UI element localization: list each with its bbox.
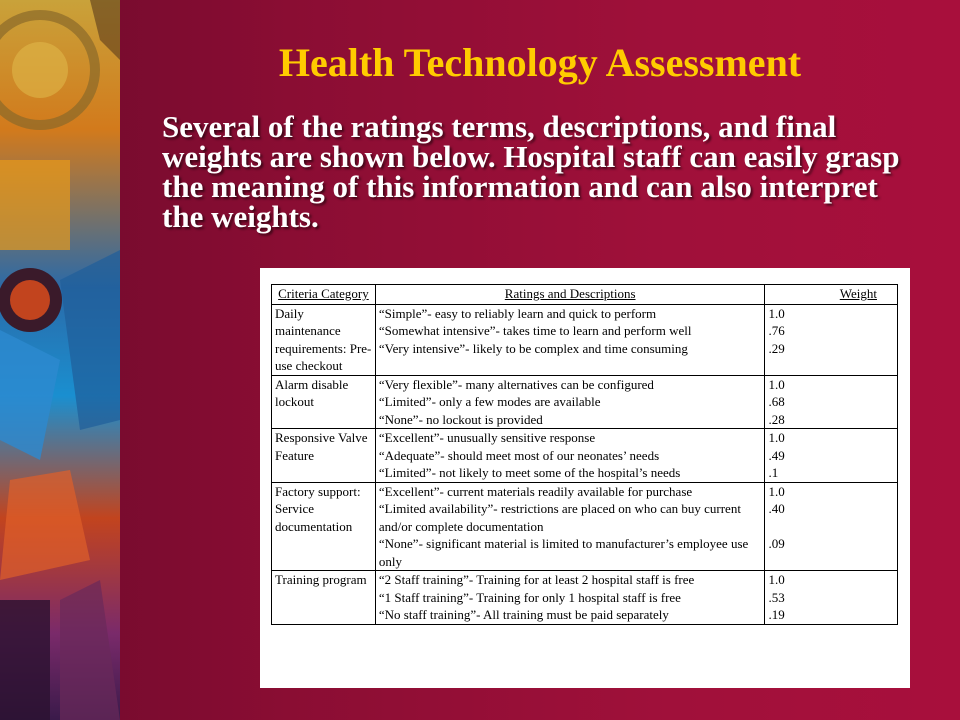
ratings-cell [375,429,765,483]
weight-cell [765,429,898,483]
rating-line: “No staff training”- All training must be paid separately [378,607,669,622]
intro-paragraph: Several of the ratings terms, descriptions, and final weights are shown below. Hospital staff can easily grasp the meaning of this information and can also interpret the weights. [162,109,900,234]
rating-line: “Excellent”- current materials readily available for purchase [378,483,693,499]
ratings-table-panel [260,268,910,688]
weight-value: .19 [768,607,785,622]
table-row [272,429,898,483]
ratings-cell [375,375,765,429]
category-cell: Alarm disable lockout [272,375,376,429]
category-cell: Responsive Valve Feature [272,429,376,483]
weight-value: .68 [768,394,785,409]
category-cell: Training program [272,571,376,625]
ratings-table [271,284,898,625]
table-row [272,482,898,571]
weight-cell [765,375,898,429]
header-weight: Weight [765,285,898,305]
table-row [272,375,898,429]
header-category: Criteria Category [272,285,376,305]
table-row [272,571,898,625]
table-row [272,304,898,375]
weight-value: 1.0 [768,430,785,445]
rating-line: “None”- significant material is limited to manufacturer’s employee use only [378,536,749,569]
weight-value: .29 [768,340,785,356]
weight-value: 1.0 [768,572,785,587]
weight-value: 1.0 [768,305,785,321]
category-cell: Factory support: Service documentation [272,482,376,571]
rating-line: “Somewhat intensive”- takes time to learn and perform well [378,323,692,338]
ratings-cell [375,482,765,571]
weight-value: .1 [768,465,779,480]
rating-line: “Limited availability”- restrictions are placed on who can buy current and/or complete documentation [378,501,741,534]
header-ratings: Ratings and Descriptions [375,285,765,305]
weight-value: .49 [768,447,785,463]
ratings-cell [375,304,765,375]
category-cell: Daily maintenance requirements: Pre-use checkout [272,304,376,375]
weight-value: .28 [768,411,785,427]
weight-value: .09 [768,536,785,551]
rating-line: “Adequate”- should meet most of our neonates’ needs [378,447,660,463]
weight-cell [765,304,898,375]
slide-title: Health Technology Assessment [278,40,802,85]
rating-line: “None”- no lockout is provided [378,411,543,427]
weight-value: .76 [768,323,785,338]
abstract-gears-art [0,0,120,720]
weight-value: .53 [768,589,785,605]
rating-line: “Simple”- easy to reliably learn and quick to perform [378,305,657,321]
weight-cell [765,571,898,625]
rating-line: “Limited”- only a few modes are available [378,394,601,409]
table-header-row [272,285,898,305]
ratings-cell [375,571,765,625]
weight-cell [765,482,898,571]
rating-line: “Limited”- not likely to meet some of the hospital’s needs [378,465,681,480]
weight-value: .40 [768,501,785,516]
decorative-side-art [0,0,120,720]
rating-line: “Very flexible”- many alternatives can be configured [378,376,654,392]
weight-value: 1.0 [768,483,785,499]
rating-line: “1 Staff training”- Training for only 1 hospital staff is free [378,589,681,605]
rating-line: “Very intensive”- likely to be complex and time consuming [378,340,688,356]
rating-line: “Excellent”- unusually sensitive response [378,430,596,445]
rating-line: “2 Staff training”- Training for at least 2 hospital staff is free [378,572,695,587]
weight-value: 1.0 [768,376,785,392]
